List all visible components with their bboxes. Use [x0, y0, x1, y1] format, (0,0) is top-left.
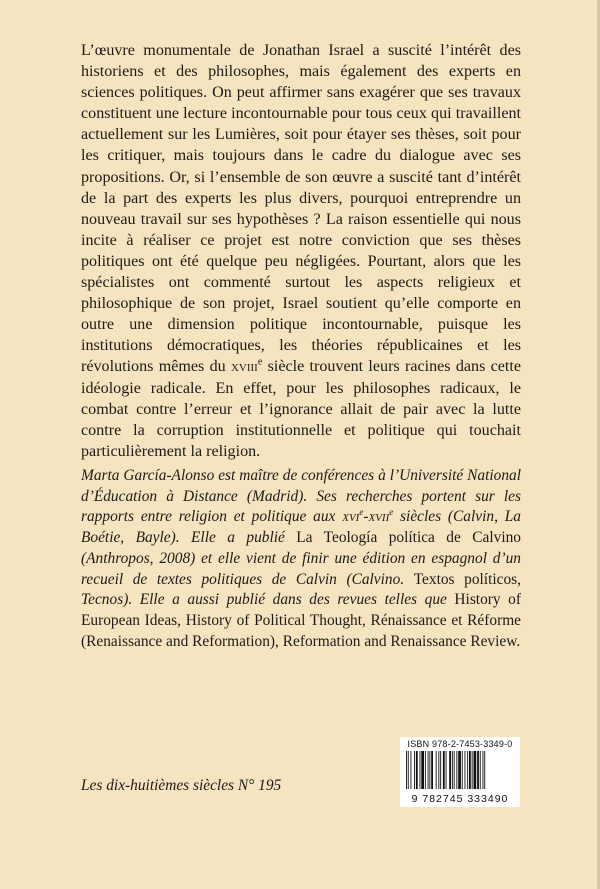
- bio-text-part-1: Marta García-Alonso est maître de conférences à l’Université National d’Éducation à Distance (Madrid). Ses recherches portent sur les rapports entre religion et politique aux: [81, 467, 521, 526]
- series-label: Les dix-huitièmes siècles N° 195: [81, 777, 282, 794]
- bio-book-title-1: La Teología política de Calvino: [296, 529, 522, 547]
- bio-journal-list: History of European Ideas, History of Political Thought, Rénaissance et Réforme (Renaissance and Reformation), Reformation and Renaissance Review.: [81, 591, 521, 650]
- bio-text-part-2: siècles (Calvin, La Boétie, Bayle). Elle a publié: [81, 508, 521, 547]
- century-numeral: xviii: [230, 358, 258, 376]
- isbn-label: ISBN 978-2-7453-3349-0: [407, 739, 513, 749]
- barcode-digits: 9 782745 333490: [411, 793, 509, 805]
- bio-century-1: xvi: [342, 508, 360, 526]
- bio-century-1-sup: e: [359, 507, 364, 518]
- bio-century-2-sup: e: [389, 507, 394, 518]
- summary-text-part-1: L’œuvre monumentale de Jonathan Israel a suscité l’intérêt des historiens et des philosophes, mais également des experts en sciences politiques. On peut affirmer sans exagérer que ses travaux constituent une lecture incontournable pour tous ceux qui travaillent actuellement sur les Lumières, soit pour étayer ses thèses, soit pour les critiquer, mais toujours dans le cadre du dialogue avec ses propositions. Or, si l’ensemble de son œuvre a suscité tant d’intérêt de la part des experts les plus divers, pourquoi entreprendre un nouveau travail sur ses hypothèses ? La raison essentielle qui nous incite à réaliser ce projet est notre conviction que ses thèses politiques ont été quelque peu négligées. Pourtant, alors que les spécialistes ont commenté surtout les aspects religieux et philosophique de son projet, Israel soutient qu’elle comporte en outre une dimension politique incontournable, puisque les institutions démocratiques, les théories républicaines et les révolutions mêmes du: [81, 42, 521, 376]
- bio-text-part-4: Tecnos). Elle a aussi publié dans des revues telles que: [81, 591, 455, 609]
- author-bio-paragraph: [81, 466, 521, 652]
- bio-dash: -: [363, 508, 369, 526]
- bio-text-part-3: (Anthropos, 2008) et elle vient de finir une édition en espagnol d’un recueil de textes politiques de Calvin (Calvino.: [81, 549, 521, 588]
- book-summary-paragraph: [81, 40, 521, 462]
- bio-book-title-2: Textos políticos,: [413, 570, 521, 588]
- barcode-bars: [404, 751, 518, 789]
- isbn-barcode: [400, 737, 520, 807]
- summary-text-part-2: siècle trouvent leurs racines dans cette idéologie radicale. En effet, pour les philosophes radicaux, le combat contre l’erreur et l’ignorance allait de pair avec la lutte contre la corruption institutionnelle et politique qui touchait particulièrement la religion.: [81, 358, 521, 460]
- century-superscript: e: [257, 357, 263, 369]
- bio-century-2: xvii: [368, 508, 390, 526]
